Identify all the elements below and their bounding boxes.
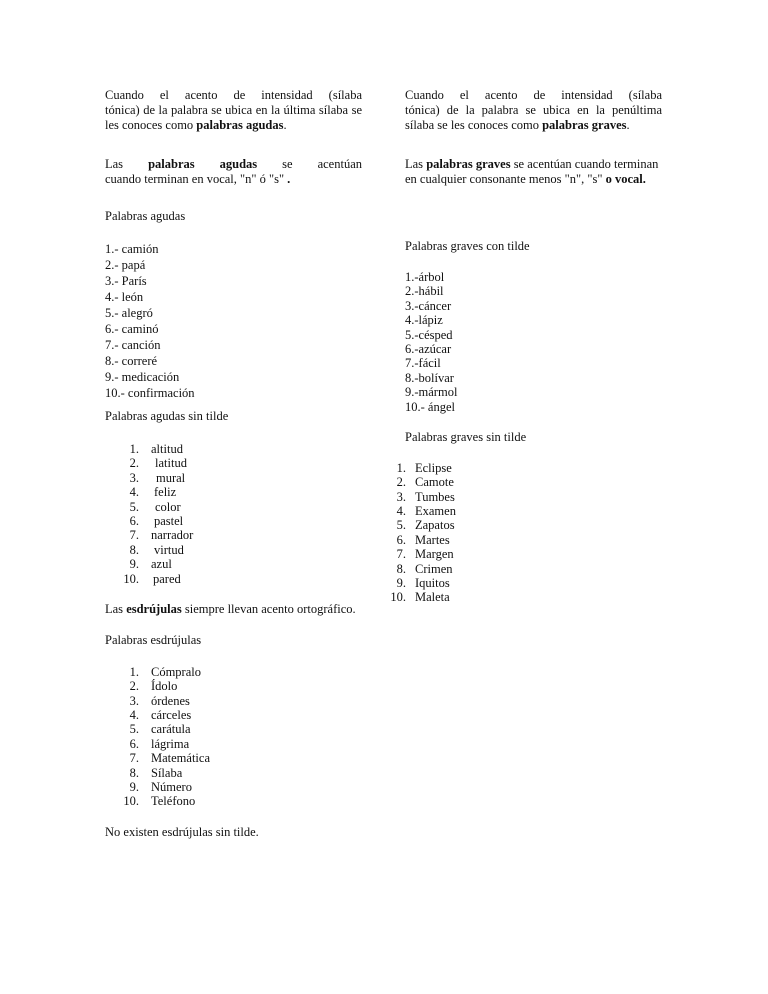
aguda-item: 4.- león <box>105 290 144 304</box>
aguda-sin-tilde-item <box>105 543 362 557</box>
grave-item: 9.-mármol <box>405 385 458 400</box>
grave-sin-tilde-item <box>372 504 662 518</box>
grave-sin-tilde-item <box>372 475 662 489</box>
aguda-item: 6.- caminó <box>105 322 159 336</box>
term-agudas: palabras agudas <box>196 118 284 132</box>
list-word: Número <box>151 780 192 795</box>
aguda-sin-tilde-item <box>105 572 362 586</box>
list-number: 9. <box>396 576 406 591</box>
list-word: cárceles <box>151 708 192 723</box>
list-number: 4. <box>129 485 139 500</box>
list-number: 7. <box>396 547 406 562</box>
aguda-item: 1.- camión <box>105 242 159 256</box>
list-word: Examen <box>415 504 456 519</box>
aguda-item: 7.- canción <box>105 338 161 352</box>
grave-item: 2.-hábil <box>405 284 444 299</box>
rule-text: en cualquier consonante menos "n", "s" <box>405 172 606 186</box>
list-number: 10. <box>123 794 139 809</box>
rule-line <box>105 172 362 187</box>
esdrujulas-heading: Palabras esdrújulas <box>105 632 202 647</box>
rule-text: siempre llevan acento ortográfico. <box>181 601 356 616</box>
list-number: 7. <box>129 528 139 543</box>
agudas-sin-list <box>105 442 362 586</box>
aguda-sin-tilde-item <box>105 471 362 485</box>
list-word: mural <box>156 470 186 485</box>
list-number: 3. <box>129 693 139 708</box>
agudas-list <box>105 241 362 401</box>
definition-line <box>105 118 362 133</box>
grave-sin-tilde-item <box>372 518 662 532</box>
list-word: Teléfono <box>151 794 196 809</box>
list-number: 1. <box>396 460 406 475</box>
esdrujula-item <box>105 766 362 780</box>
list-number: 8. <box>129 542 139 557</box>
esdrujula-item <box>105 679 362 693</box>
aguda-sin-tilde-item <box>105 456 362 470</box>
aguda-item: 8.- correré <box>105 354 158 368</box>
list-word: órdenes <box>151 693 190 708</box>
list-number: 2. <box>129 679 139 694</box>
list-word: Martes <box>415 532 450 547</box>
esdrujula-item <box>105 737 362 751</box>
graves-sin-list <box>372 461 662 605</box>
left-column <box>105 88 362 840</box>
list-number: 3. <box>129 470 139 485</box>
grave-sin-tilde-item <box>372 590 662 604</box>
aguda-sin-tilde-item <box>105 557 362 571</box>
list-number: 6. <box>129 513 139 528</box>
aguda-sin-tilde-item <box>105 485 362 499</box>
rule-text: Las <box>405 157 427 171</box>
list-number: 1. <box>129 664 139 679</box>
list-word: Camote <box>415 475 454 490</box>
definition-line: tónica) de la palabra se ubica en la penúltima <box>405 103 662 117</box>
list-word: virtud <box>154 542 184 557</box>
list-word: Eclipse <box>415 460 452 475</box>
definition-text: . <box>283 118 287 132</box>
rule-text: se acentúan <box>257 157 362 171</box>
esdrujula-item <box>105 794 362 808</box>
term-graves: palabras graves <box>542 118 627 132</box>
list-number: 5. <box>129 499 139 514</box>
grave-sin-tilde-item <box>372 547 662 561</box>
grave-item: 3.-cáncer <box>405 298 452 313</box>
list-number: 5. <box>396 518 406 533</box>
list-number: 8. <box>129 765 139 780</box>
esdrujula-item <box>105 780 362 794</box>
definition-text: . <box>626 118 630 132</box>
list-number: 1. <box>129 442 139 456</box>
aguda-sin-tilde-item <box>105 528 362 542</box>
esdrujulas-rule <box>105 602 362 617</box>
list-word: Tumbes <box>415 489 455 504</box>
graves-sin-heading: Palabras graves sin tilde <box>405 429 527 444</box>
rule-end: . <box>287 172 291 186</box>
closing-note: No existen esdrújulas sin tilde. <box>105 824 259 839</box>
list-number: 10. <box>390 590 406 605</box>
grave-item: 4.-lápiz <box>405 313 443 328</box>
right-column <box>390 88 662 605</box>
list-number: 7. <box>129 751 139 766</box>
rule-end: o vocal. <box>605 172 646 186</box>
graves-heading: Palabras graves con tilde <box>405 239 530 253</box>
list-word: Margen <box>415 547 454 562</box>
list-number: 10. <box>123 571 139 586</box>
list-word: Maleta <box>415 590 450 605</box>
aguda-item: 3.- París <box>105 274 147 288</box>
definition-line: Cuando el acento de intensidad (sílaba <box>105 88 362 102</box>
aguda-item: 2.- papá <box>105 258 146 272</box>
list-word: Zapatos <box>415 518 455 533</box>
esdrujula-item <box>105 751 362 765</box>
aguda-item: 5.- alegró <box>105 306 153 320</box>
list-word: Matemática <box>151 751 210 766</box>
list-word: pared <box>153 571 181 586</box>
list-word: azul <box>151 557 172 572</box>
agudas-heading: Palabras agudas <box>105 209 186 223</box>
list-word: latitud <box>155 456 187 471</box>
list-word: Crimen <box>415 561 453 576</box>
list-number: 8. <box>396 561 406 576</box>
esdrujula-item <box>105 665 362 679</box>
list-number: 9. <box>129 557 139 572</box>
grave-sin-tilde-item <box>372 576 662 590</box>
list-number: 6. <box>396 532 406 547</box>
term-esdrujulas: esdrújulas <box>126 601 182 616</box>
list-number: 5. <box>129 722 139 737</box>
esdrujulas-list <box>105 665 362 809</box>
rule-text: Las <box>105 157 149 171</box>
graves-list <box>405 270 662 414</box>
term-graves: palabras graves <box>426 157 511 171</box>
definition-line: tónica) de la palabra se ubica en la última sílaba se <box>105 103 362 117</box>
grave-item: 10.- ángel <box>405 399 455 414</box>
term-agudas: palabras agudas <box>148 157 258 171</box>
agudas-definition <box>105 88 362 133</box>
grave-item: 6.-azúcar <box>405 341 452 356</box>
list-word: lágrima <box>151 736 190 751</box>
aguda-item: 10.- confirmación <box>105 386 195 400</box>
esdrujula-item <box>105 708 362 722</box>
list-number: 6. <box>129 736 139 751</box>
grave-sin-tilde-item <box>372 461 662 475</box>
grave-sin-tilde-item <box>372 533 662 547</box>
definition-line: Cuando el acento de intensidad (sílaba <box>405 88 662 102</box>
list-number: 4. <box>396 504 406 519</box>
esdrujula-item <box>105 694 362 708</box>
grave-item: 5.-césped <box>405 327 453 342</box>
list-word: Sílaba <box>151 765 183 780</box>
list-number: 2. <box>129 456 139 471</box>
grave-sin-tilde-item <box>372 562 662 576</box>
esdrujula-item <box>105 722 362 736</box>
grave-sin-tilde-item <box>372 490 662 504</box>
aguda-sin-tilde-item <box>105 442 362 456</box>
agudas-rule <box>105 157 362 187</box>
list-word: narrador <box>151 528 194 543</box>
rule-text: Las <box>105 601 127 616</box>
aguda-sin-tilde-item <box>105 500 362 514</box>
agudas-sin-heading: Palabras agudas sin tilde <box>105 409 229 423</box>
graves-definition <box>405 88 662 133</box>
rule-text: se acentúan cuando terminan <box>510 157 659 171</box>
list-word: pastel <box>154 513 184 528</box>
definition-line <box>405 118 662 133</box>
list-number: 3. <box>396 489 406 504</box>
list-word: Ídolo <box>151 679 178 694</box>
grave-item: 1.-árbol <box>405 270 445 284</box>
list-word: feliz <box>154 485 177 500</box>
grave-item: 7.-fácil <box>405 356 441 371</box>
list-number: 2. <box>396 475 406 490</box>
rule-text: cuando terminan en vocal, "n" ó "s" <box>105 172 288 186</box>
list-word: Iquitos <box>415 576 450 591</box>
list-number: 9. <box>129 780 139 795</box>
list-word: color <box>155 499 181 514</box>
aguda-sin-tilde-item <box>105 514 362 528</box>
list-word: Cómpralo <box>151 664 201 679</box>
list-word: altitud <box>151 442 183 456</box>
aguda-item: 9.- medicación <box>105 370 180 384</box>
definition-text: sílaba se les conoces como <box>405 118 543 132</box>
list-number: 4. <box>129 708 139 723</box>
definition-text: les conoces como <box>105 118 197 132</box>
list-word: carátula <box>151 722 191 737</box>
graves-rule <box>405 157 662 187</box>
grave-item: 8.-bolívar <box>405 370 454 385</box>
